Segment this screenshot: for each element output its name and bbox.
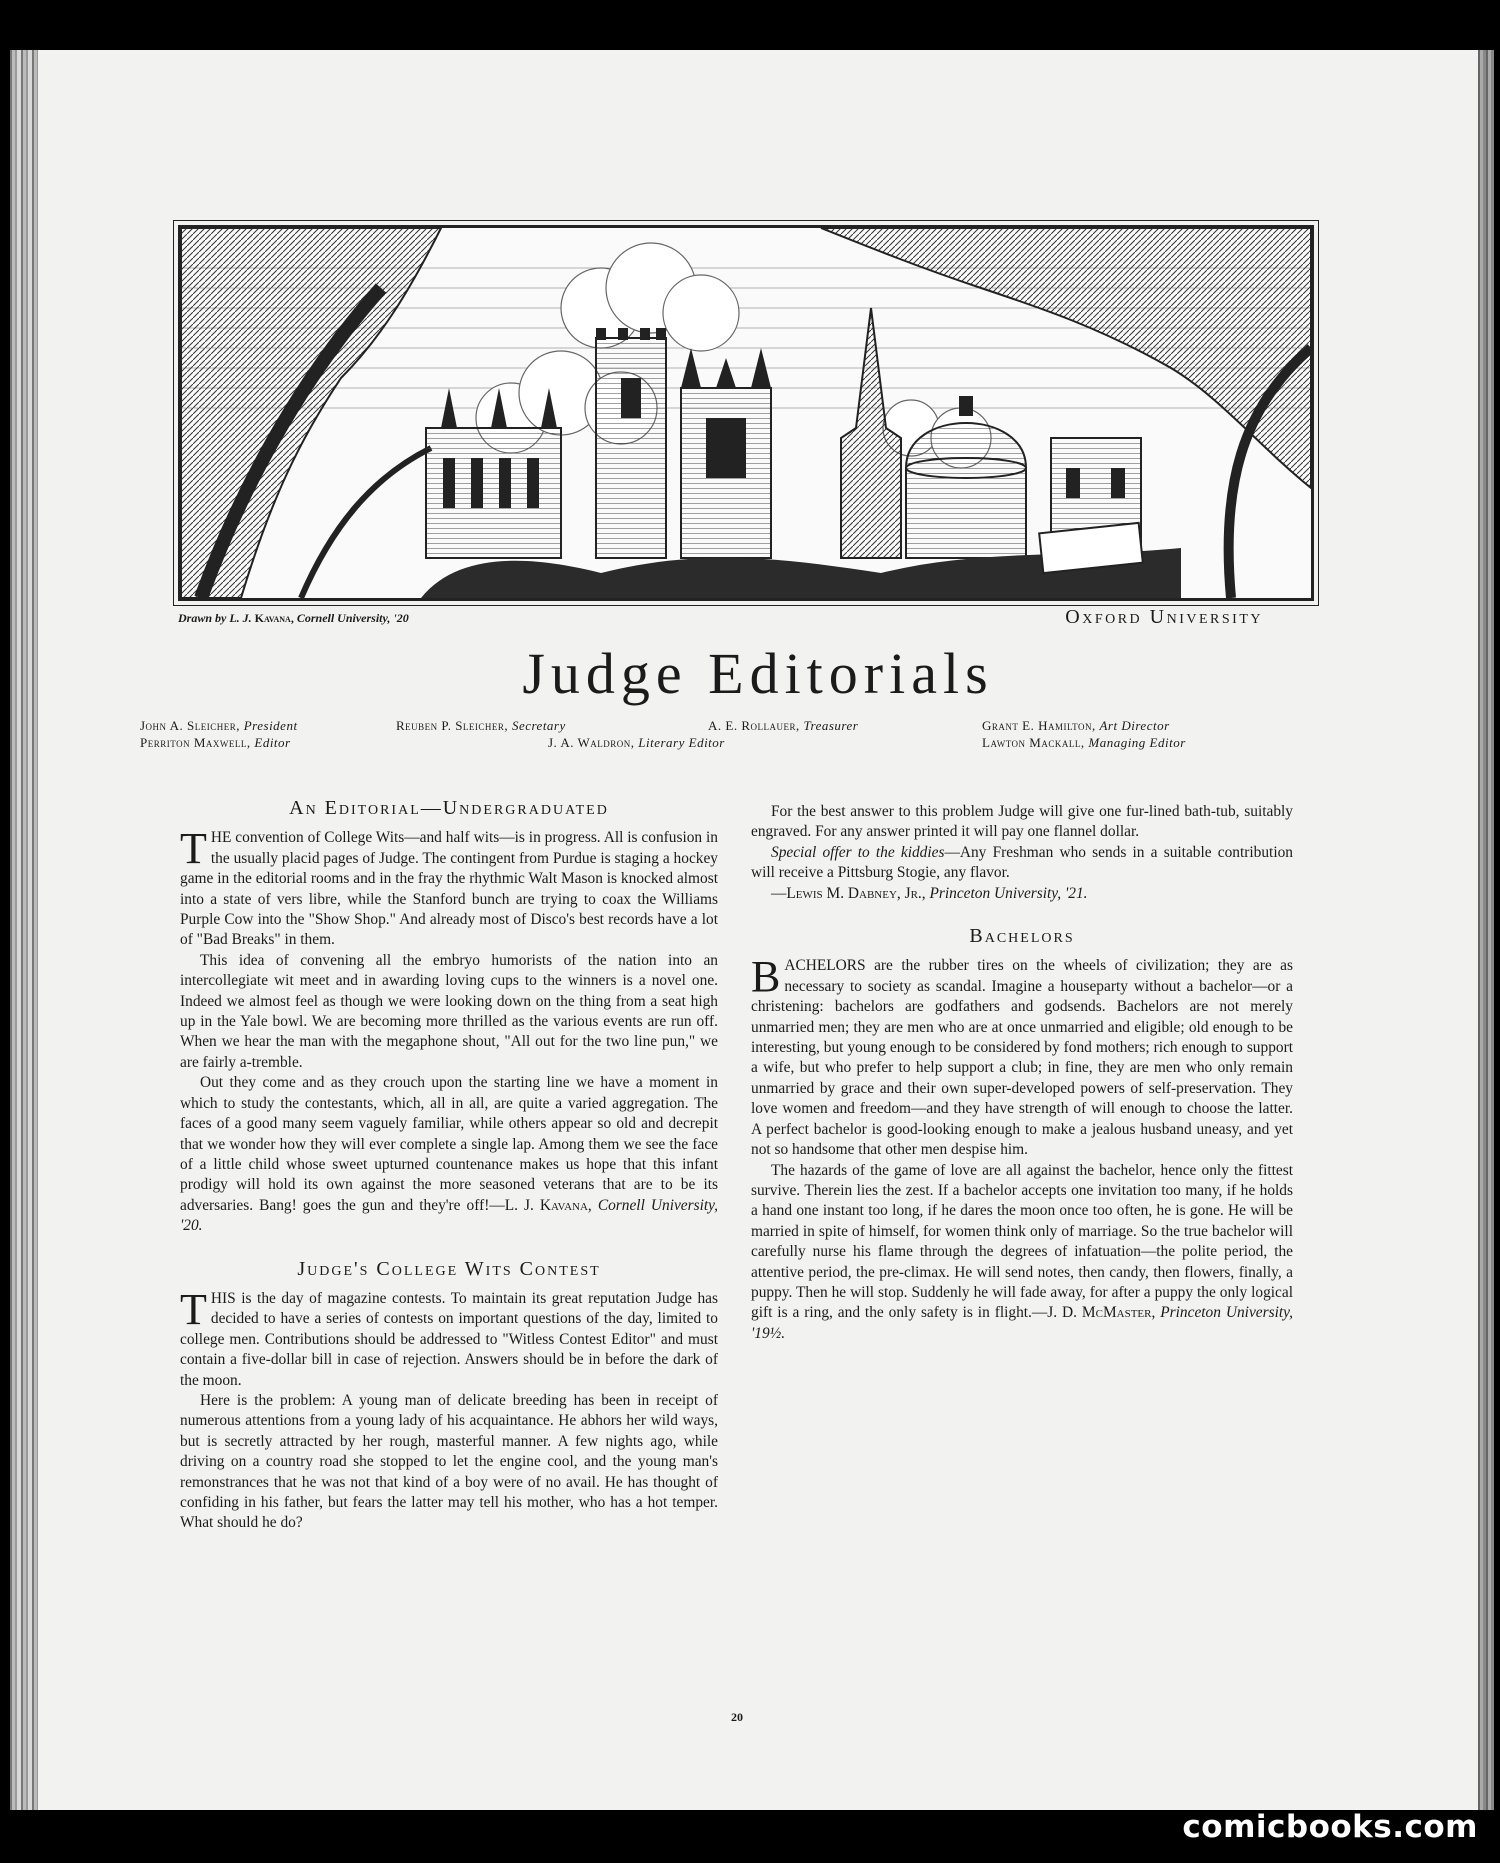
drop-cap: T (180, 824, 207, 874)
staff-name: Lawton Mackall, (982, 735, 1085, 750)
author-name: —Lewis M. Dabney, Jr., (771, 884, 926, 902)
illustration-caption: Oxford University (1065, 606, 1263, 628)
staff-column-3 (708, 717, 858, 734)
contest-text: —Any Freshman who sends in a suitable contribution will receive a Pittsburg Stogie, any flavor. (751, 843, 1293, 882)
bachelors-text: ACHELORS are the rubber tires on the wheels of civilization; they are as necessary to society as scandal. Imagine a houseparty without a bachelor—or a christening: bachelors are godfathers and godsends. Bachelors are not merely unmarried men; they are men who are at once unmarried and eligible; old enough to be interesting, but young enough to be considered by fond mothers; rich enough to support a wife, but who prefer to help support a club; in fine, they are men who only remain unmarried by grace and their own super-developed powers of self-preservation. They love women and freedom—and they have strength of will enough to choose the latter. A perfect bachelor is good-looking enough to make a jealous husband uneasy, and yet not so handsome that other men despise him. (751, 957, 1293, 1159)
staff-role: Treasurer (803, 718, 859, 733)
staff-name: Perriton Maxwell, (140, 735, 251, 750)
staff-role: Literary Editor (638, 735, 725, 750)
staff-name: A. E. Rollauer, (708, 718, 800, 733)
drop-cap: B (751, 952, 781, 1002)
staff-column-4 (982, 717, 1186, 751)
drop-cap: T (180, 1284, 207, 1334)
author-school: Cornell University, '20. (180, 1196, 718, 1235)
author-school: Princeton University, '21. (929, 884, 1088, 902)
staff-name: Grant E. Hamilton, (982, 718, 1096, 733)
contest-heading: Judge's College Wits Contest (297, 1257, 601, 1280)
staff-role: Managing Editor (1088, 735, 1186, 750)
editorial-paragraph (180, 824, 718, 950)
staff-name: Reuben P. Sleicher, (396, 718, 509, 733)
editorial-text: HE convention of College Wits—and half wits—is in progress. All is confusion in the usually placid pages of Judge. The contingent from Purdue is staging a hockey game in the editorial rooms and in the fray the rhythmic Walt Mason is knocked almost into a state of vers libre, while the Stanford bunch are trying to coax the Williams Purple Cow into the "Show Shop." And already most of Disco's best records have a lot of "Bad Breaks" in them. (180, 829, 718, 949)
contest-paragraph: For the best answer to this problem Judge will give one fur-lined bath-tub, suitably engraved. For any answer printed it will pay one flannel dollar. (751, 803, 1293, 841)
contest-paragraph: Here is the problem: A young man of delicate breeding has been in receipt of numerous attentions from a young lady of his acquaintance. He abhors her wild ways, but is secretly attracted by her rough, masterful manner. A few nights ago, while driving on a country road she stopped to let the engine cool, and the young man's remonstrances that he was not that kind of a boy were of no avail. He has thought of confiding in his father, but fears the latter may tell his mother, who has a hot temper. What should he do? (180, 1391, 718, 1532)
site-watermark: comicbooks.com (1182, 1809, 1478, 1845)
staff-role: Editor (254, 735, 291, 750)
facing-page-edge (1478, 50, 1494, 1810)
credit-prefix: Drawn by L. J. (178, 611, 252, 625)
staff-column-1 (140, 717, 298, 751)
author-name: McMaster, (1081, 1304, 1156, 1322)
editorial-text: Out they come and as they crouch upon the starting line we have a moment in which to study the contestants, which, all in all, are quite a varied aggregation. The faces of a good many seem vaguely familiar, while others appear so old and decrepit that we wonder how they will ever complete a single lap. Among them we see the face of a little child whose sweet upturned countenance makes us hope that this infant prodigy will hold its own against the more seasoned veterans that are to be its adversaries. Bang! goes the gun and they're off!—L. J. (180, 1074, 718, 1214)
contest-signature (751, 884, 1293, 904)
oxford-illustration (178, 225, 1314, 601)
magazine-page (38, 50, 1478, 1810)
credit-name: Kavana, (254, 611, 294, 625)
staff-role: President (243, 718, 298, 733)
special-offer-lead: Special offer to the kiddies (771, 843, 945, 861)
bachelors-text: The hazards of the game of love are all against the bachelor, hence only the fittest survive. Therein lies the zest. If a bachelor accepts one invitation too many, if he holds a hand one instant too long, if he dares the moon once too often, he is gone. He will be married in spite of himself, for women think only of marriage. So the true bachelor will carefully nurse his flame through the degrees of infatuation—the polite period, the attentive period, the pre-climax. He will send notes, then candy, then flowers, finally, a puppy. Then he will stop. Suddenly he will fade away, for after a puppy the only logical gift is a ring, and the only safety is in flight.—J. D. (751, 1161, 1293, 1322)
bachelors-paragraph (751, 1161, 1293, 1345)
page-title: Judge Editorials (522, 641, 994, 706)
staff-role: Art Director (1099, 718, 1170, 733)
credit-suffix: Cornell University, '20 (296, 611, 409, 625)
staff-role: Secretary (511, 718, 566, 733)
page-number: 20 (731, 1710, 743, 1724)
contest-text: HIS is the day of magazine contests. To maintain its great reputation Judge has decided to have a series of contests on important questions of the day, limited to college men. Contributions should be addressed to "Witless Contest Editor" and must contain a five-dollar bill in case of rejection. Answers should be in before the dark of the moon. (180, 1289, 718, 1389)
author-school: Princeton University, '19½. (751, 1304, 1293, 1342)
staff-name: J. A. Waldron, (548, 735, 635, 750)
editorial-paragraph: This idea of convening all the embryo humorists of the nation into an intercollegiate wit meet and in awarding loving cups to the winners is a novel one. Indeed we almost feel as though we were looking down on the thing from a seat high up in the Yale bowl. We are becoming more thrilled as the various events are run off. When we hear the man with the megaphone shout, "All out for the two line pun," we are fairly a-tremble. (180, 951, 718, 1071)
illustration-credit (178, 611, 409, 626)
bachelors-paragraph (751, 952, 1293, 1160)
oxford-skyline-drawing (181, 228, 1311, 598)
editorial-heading: An Editorial—Undergraduated (289, 797, 609, 819)
editorial-paragraph (180, 1073, 718, 1236)
staff-column-2 (396, 717, 725, 751)
staff-name: John A. Sleicher, (140, 718, 240, 733)
book-binding-edge (10, 50, 38, 1810)
contest-paragraph (751, 843, 1293, 884)
contest-paragraph (180, 1284, 718, 1391)
left-column (180, 798, 718, 1534)
bachelors-heading: Bachelors (969, 925, 1075, 948)
author-name: Kavana, (539, 1196, 592, 1214)
right-column (751, 802, 1293, 1344)
